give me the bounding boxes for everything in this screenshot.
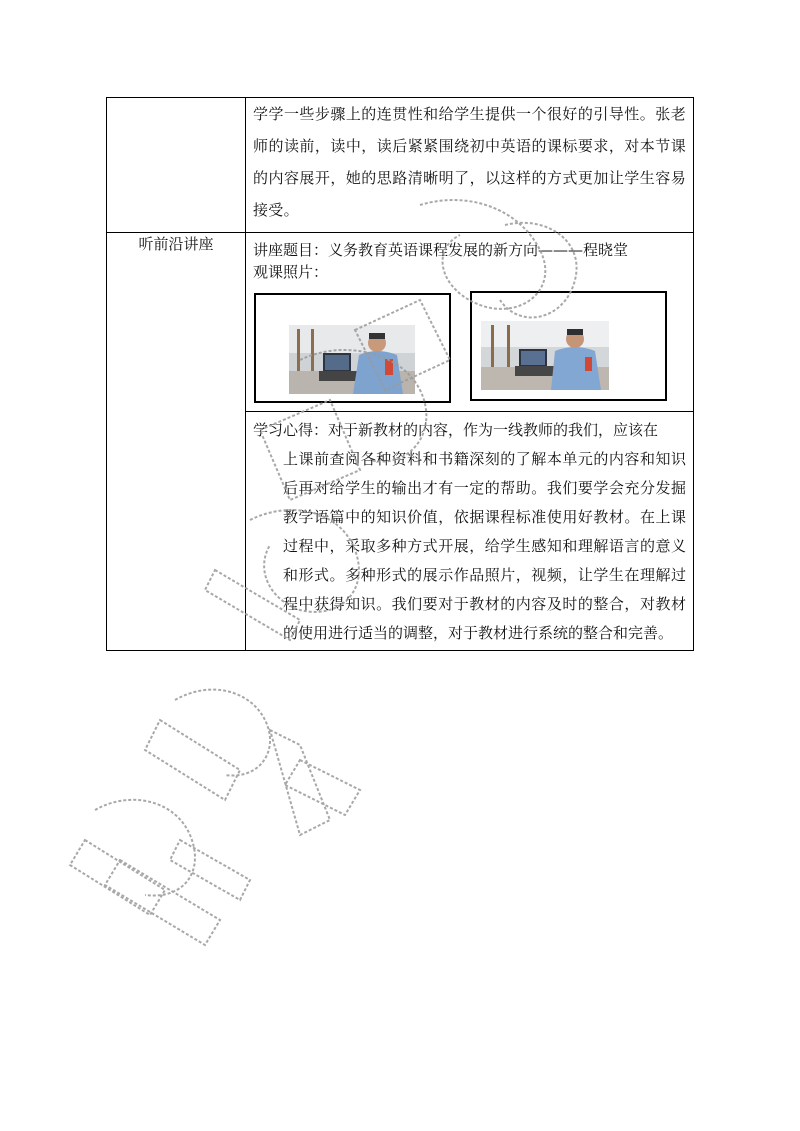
lecture-cell [246, 233, 694, 412]
lecture-photo-1 [289, 325, 415, 394]
evaluation-cell [246, 98, 694, 233]
lecture-photo-2 [481, 321, 609, 390]
notes-cell [246, 412, 694, 651]
photo-strip [246, 283, 693, 408]
table-row [107, 98, 694, 233]
report-table [106, 97, 694, 651]
table-row [107, 233, 694, 412]
row-label-lecture: 听前沿讲座 [107, 233, 246, 651]
row-label-empty [107, 98, 246, 233]
evaluation-text: 学学一些步骤上的连贯性和给学生提供一个很好的引导性。张老师的读前，读中，读后紧紧围绕初中英语的课标要求，对本节课的内容展开，她的思路清晰明了，以这样的方式更加让学生容易接受。 [253, 105, 686, 219]
notes-body: 上课前查阅各种资料和书籍深刻的了解本单元的内容和知识后再对给学生的输出才有一定的帮助。我们要学会充分发掘教学语篇中的知识价值，依据课程标准使用好教材。在上课过程中，采取多种方式开展，给学生感知和理解语言的意义和形式。多种形式的展示作品照片，视频，让学生在理解过程中获得知识。我们要对于教材的内容及时的整合，对教材的使用进行适当的调整，对于教材进行系统的整合和完善。 [283, 450, 686, 642]
photo-frame-1 [254, 293, 451, 403]
study-notes [246, 412, 693, 648]
photos-label: 观课照片： [253, 263, 329, 281]
notes-first-line: 学习心得：对于新教材的内容，作为一线教师的我们，应该在 [253, 421, 659, 439]
photo-frame-2 [470, 291, 667, 401]
lecture-topic: 讲座题目：义务教育英语课程发展的新方向———程晓堂 [253, 241, 629, 259]
